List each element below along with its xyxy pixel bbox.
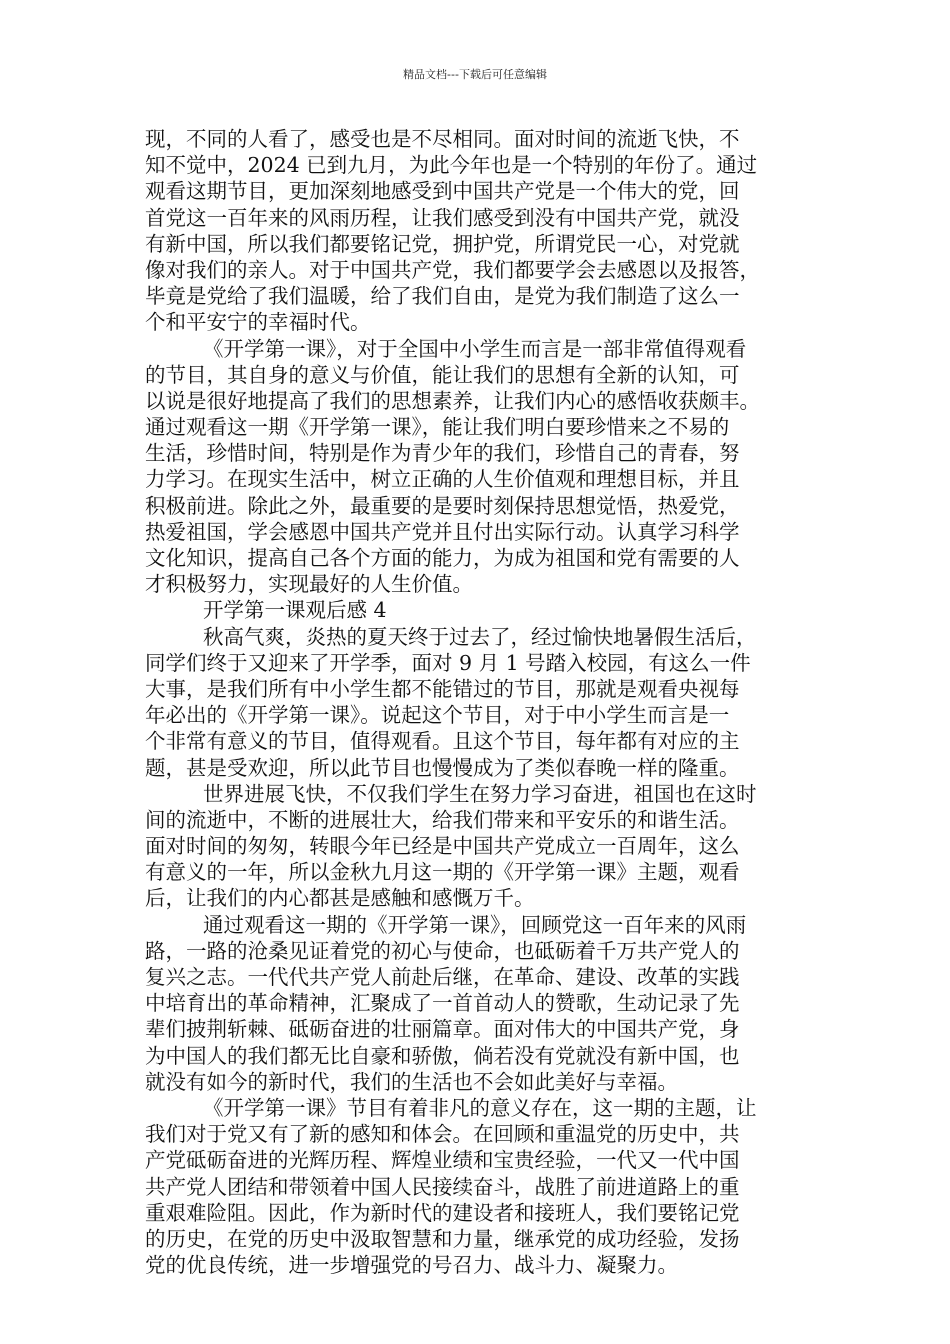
- text-line: 文化知识，提高自己各个方面的能力，为成为祖国和党有需要的人: [145, 546, 740, 570]
- text-line: 现，不同的人看了，感受也是不尽相同。面对时间的流逝飞快，不: [145, 127, 740, 151]
- text-line: 年必出的《开学第一课》。说起这个节目，对于中小学生而言是一: [145, 703, 730, 728]
- text-line: 的节目，其自身的意义与价值，能让我们的思想有全新的认知，可: [145, 362, 740, 387]
- text-line: 党的优良传统，进一步增强党的号召力、战斗力、凝聚力。: [145, 1253, 678, 1278]
- text-line: 观看这期节目，更加深刻地感受到中国共产党是一个伟大的党，回: [145, 179, 740, 204]
- text-line: 有新中国，所以我们都要铭记党，拥护党，所谓党民一心，对党就: [145, 231, 740, 256]
- text-line: 同学们终于又迎来了开学季，面对 9 月 1 号踏入校园，有这么一件: [145, 650, 751, 675]
- text-line: 力学习。在现实生活中，树立正确的人生价值观和理想目标，并且: [145, 467, 740, 492]
- text-line: 辈们披荆斩棘、砥砺奋进的壮丽篇章。面对伟大的中国共产党，身: [145, 1017, 740, 1042]
- text-line: 才积极努力，实现最好的人生价值。: [145, 572, 473, 597]
- page-header: 精品文档---下载后可任意编辑: [403, 68, 547, 81]
- text-line: 的历史，在党的历史中汲取智慧和力量，继承党的成功经验，发扬: [145, 1226, 740, 1251]
- text-line: 复兴之志。一代代共产党人前赴后继，在革命、建设、改革的实践: [145, 965, 740, 989]
- text-line: 产党砥砺奋进的光辉历程、辉煌业绩和宝贵经验，一代又一代中国: [145, 1148, 740, 1173]
- text-line: 知不觉中，2024 已到九月，为此今年也是一个特别的年份了。通过: [145, 153, 758, 178]
- text-line: 生活，珍惜时间，特别是作为青少年的我们，珍惜自己的青春，努: [145, 441, 740, 466]
- text-line: 路，一路的沧桑见证着党的初心与使命，也砥砺着千万共产党人的: [145, 938, 740, 963]
- text-line: 秋高气爽，炎热的夏天终于过去了，经过愉快地暑假生活后，: [203, 624, 757, 649]
- text-line: 大事，是我们所有中小学生都不能错过的节目，那就是观看央视每: [145, 676, 740, 701]
- text-line: 以说是很好地提高了我们的思想素养，让我们内心的感悟收获颇丰。: [145, 388, 760, 413]
- text-line: 为中国人的我们都无比自豪和骄傲，倘若没有党就没有新中国，也: [145, 1043, 740, 1068]
- text-line: 重艰难险阻。因此，作为新时代的建设者和接班人，我们要铭记党: [145, 1200, 740, 1225]
- text-line: 开学第一课观后感 4: [203, 598, 387, 623]
- text-line: 积极前进。除此之外，最重要的是要时刻保持思想觉悟，热爱党，: [145, 493, 740, 518]
- text-line: 后，让我们的内心都甚是感触和感慨万千。: [145, 886, 535, 911]
- text-line: 《开学第一课》节目有着非凡的意义存在，这一期的主题，让: [203, 1095, 757, 1120]
- text-line: 就没有如今的新时代，我们的生活也不会如此美好与幸福。: [145, 1069, 678, 1094]
- document-body: [145, 126, 821, 1278]
- text-line: 像对我们的亲人。对于中国共产党，我们都要学会去感恩以及报答，: [145, 257, 760, 282]
- text-line: 毕竟是党给了我们温暖，给了我们自由，是党为我们制造了这么一: [145, 284, 740, 309]
- text-line: 面对时间的匆匆，转眼今年已经是中国共产党成立一百周年，这么: [145, 834, 740, 859]
- text-line: 有意义的一年，所以金秋九月这一期的《开学第一课》主题，观看: [145, 860, 740, 885]
- text-line: 个非常有意义的节目，值得观看。且这个节目，每年都有对应的主: [145, 729, 740, 754]
- text-line: 题，甚是受欢迎，所以此节目也慢慢成为了类似春晚一样的隆重。: [145, 755, 740, 780]
- text-line: 个和平安宁的幸福时代。: [145, 310, 371, 335]
- text-line: 间的流逝中，不断的进展壮大，给我们带来和平安乐的和谐生活。: [145, 807, 740, 832]
- text-line: 热爱祖国，学会感恩中国共产党并且付出实际行动。认真学习科学: [145, 519, 740, 544]
- text-line: 世界进展飞快，不仅我们学生在努力学习奋进，祖国也在这时: [203, 781, 757, 806]
- text-line: 首党这一百年来的风雨历程，让我们感受到没有中国共产党，就没: [145, 205, 740, 230]
- text-line: 共产党人团结和带领着中国人民接续奋斗，战胜了前进道路上的重: [145, 1174, 740, 1199]
- text-line: 通过观看这一期的《开学第一课》，回顾党这一百年来的风雨: [203, 912, 747, 937]
- text-line: 我们对于党又有了新的感知和体会。在回顾和重温党的历史中，共: [145, 1122, 740, 1147]
- text-line: 中培育出的革命精神，汇聚成了一首首动人的赞歌，生动记录了先: [145, 991, 740, 1016]
- text-line: 通过观看这一期《开学第一课》，能让我们明白要珍惜来之不易的: [145, 415, 730, 440]
- text-line: 《开学第一课》，对于全国中小学生而言是一部非常值得观看: [203, 336, 747, 361]
